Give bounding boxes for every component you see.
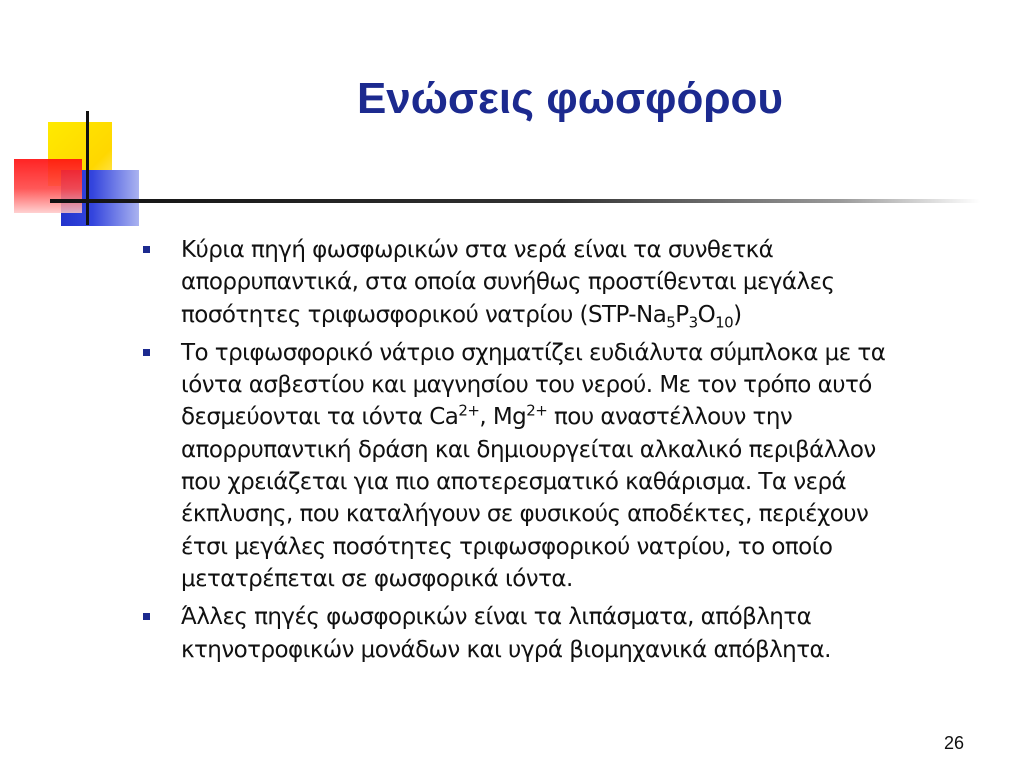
bullet-line: κτηνοτροφικών μονάδων και υγρά βιομηχανικά απόβλητα. [181,636,831,663]
line-text: που αναστέλλουν την [547,404,793,431]
bullet-item [141,601,991,666]
line-text: , Mg [479,404,527,431]
line-text: δεσμεύονται τα ιόντα Ca [181,404,459,431]
bullet-square-icon [143,613,150,620]
subscript: 3 [688,313,698,332]
bullet-line [181,301,742,332]
line-text: ποσότητες τριφωσφορικού νατρίου (STP-Na [181,301,667,328]
bullet-line: μετατρέπεται σε φωσφορικά ιόντα. [181,565,573,592]
superscript: 2+ [458,401,480,420]
bullet-line [181,401,793,431]
slide-title: Ενώσεις φωσφόρου [356,74,784,123]
bullet-square-icon [143,246,150,253]
subscript: 5 [666,313,676,332]
bullet-item [141,234,991,331]
bullet-square-icon [143,349,150,356]
line-text: P [675,301,689,328]
bullet-line: Το τριφωσφορικό νάτριο σχηματίζει ευδιάλυτα σύμπλοκα με τα [181,339,886,366]
logo-vertical-line [86,111,89,225]
bullet-line: Άλλες πηγές φωσφορικών είναι τα λιπάσματα, απόβλητα [181,604,812,631]
page-number: 26 [943,733,964,753]
bullet-line: απορρυπαντική δράση και δημιουργείται αλκαλικό περιβάλλον [181,436,876,463]
subscript: 10 [715,313,734,332]
bullet-line: απορρυπαντικά, στα οποία συνήθως προστίθενται μεγάλες [181,269,835,296]
line-text: O [697,301,716,328]
bullet-line: έτσι μεγάλες ποσότητες τριφωσφορικού νατρίου, το οποίο [181,533,833,560]
bullet-list [141,234,991,672]
bullet-line: έκπλυσης, που καταλήγουν σε φυσικούς αποδέκτες, περιέχουν [181,501,869,528]
bullet-line: Κύρια πηγή φωσφωρικών στα νερά είναι τα συνθετκά [181,237,774,263]
line-text: ) [733,301,742,328]
bullet-item [141,337,991,595]
logo-red-square [14,159,82,213]
title-divider-line [50,199,980,203]
bullet-line: ιόντα ασβεστίου και μαγνησίου του νερού. Με τον τρόπο αυτό [181,372,872,399]
superscript: 2+ [526,401,548,420]
bullet-line: που χρειάζεται για πιο αποτερεσματικό καθάρισμα. Τα νερά [181,469,847,496]
